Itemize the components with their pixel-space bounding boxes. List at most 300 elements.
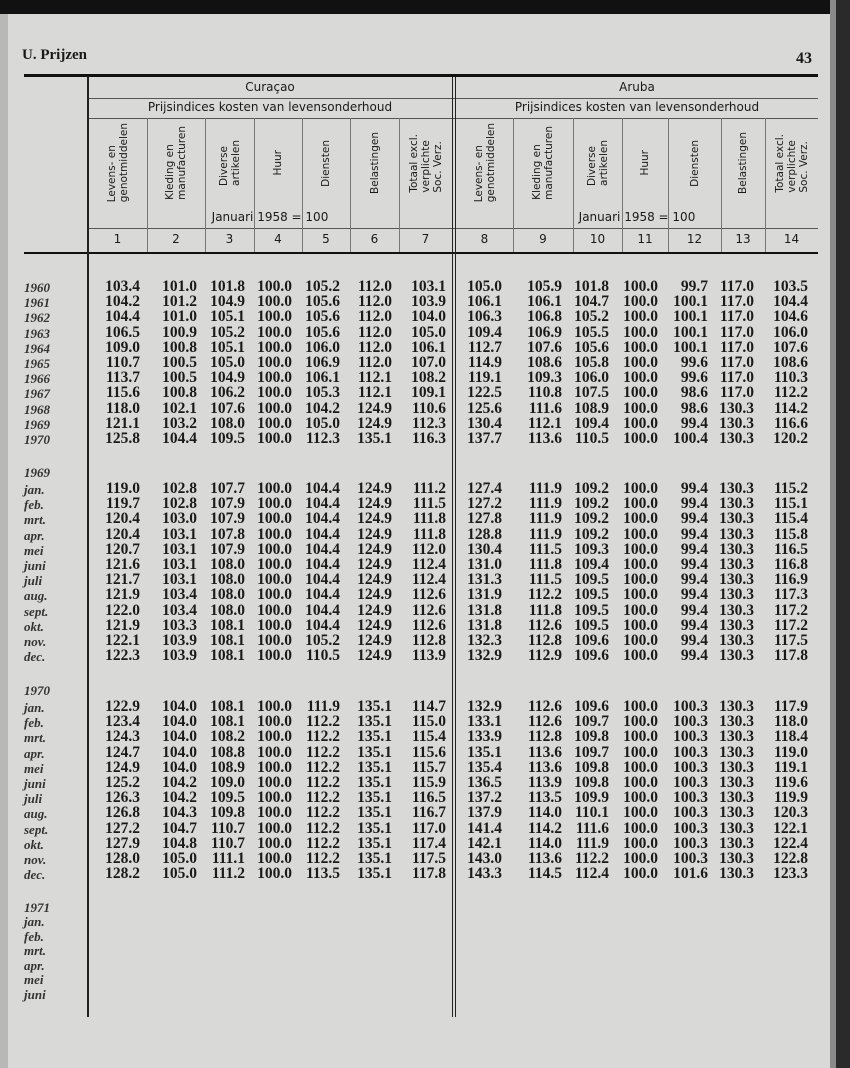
table-cell: 112.2 bbox=[527, 586, 562, 604]
table-cell: 112.2 bbox=[305, 804, 340, 822]
table-cell: 100.0 bbox=[623, 525, 658, 543]
table-cell: 121.1 bbox=[105, 414, 140, 432]
row-label: juli bbox=[24, 791, 43, 807]
table-cell: 100.0 bbox=[257, 804, 292, 822]
column-header-label: Levens- en genotmiddelen bbox=[105, 123, 130, 203]
table-cell: 108.0 bbox=[210, 586, 245, 604]
table-cell: 99.4 bbox=[680, 525, 708, 543]
table-cell: 100.0 bbox=[257, 698, 292, 715]
table-cell: 124.9 bbox=[357, 632, 392, 649]
table-cell: 105.0 bbox=[162, 865, 197, 883]
table-cell: 100.0 bbox=[623, 384, 658, 402]
table-cell: 112.2 bbox=[305, 819, 340, 837]
table-cell: 104.4 bbox=[305, 525, 340, 543]
table-cell: 104.2 bbox=[105, 293, 140, 311]
table-cell: 136.5 bbox=[467, 774, 502, 791]
table-cell: 124.9 bbox=[357, 586, 392, 604]
table-cell: 124.9 bbox=[357, 495, 392, 513]
table-cell: 114.9 bbox=[467, 354, 502, 371]
row-label: 1970 bbox=[24, 432, 50, 447]
table-cell: 111.1 bbox=[211, 850, 245, 867]
table-cell: 124.7 bbox=[105, 743, 140, 761]
table-cell: 110.6 bbox=[411, 399, 446, 417]
column-header-9 bbox=[513, 118, 573, 208]
table-cell: 105.0 bbox=[411, 323, 446, 341]
table-cell: 106.0 bbox=[773, 323, 808, 341]
table-cell: 135.1 bbox=[357, 819, 392, 837]
table-cell: 109.5 bbox=[574, 571, 609, 589]
table-cell: 101.0 bbox=[162, 308, 197, 326]
table-cell: 106.5 bbox=[105, 323, 140, 341]
table-cell: 108.0 bbox=[210, 414, 245, 432]
table-cell: 99.4 bbox=[680, 601, 708, 619]
table-cell: 135.1 bbox=[357, 834, 392, 852]
table-cell: 100.3 bbox=[673, 698, 708, 715]
table-cell: 126.8 bbox=[105, 804, 140, 822]
table-cell: 122.1 bbox=[105, 632, 140, 649]
row-label: mrt. bbox=[24, 730, 47, 746]
table-cell: 105.0 bbox=[210, 354, 245, 371]
table-cell: 130.3 bbox=[719, 480, 754, 497]
table-cell: 103.4 bbox=[162, 601, 197, 619]
table-cell: 133.1 bbox=[467, 713, 502, 731]
table-cell: 106.1 bbox=[411, 338, 446, 356]
table-cell: 111.6 bbox=[575, 819, 609, 837]
table-cell: 104.4 bbox=[305, 586, 340, 604]
table-cell: 130.3 bbox=[719, 601, 754, 619]
table-cell: 112.2 bbox=[305, 758, 340, 776]
table-cell: 130.3 bbox=[719, 632, 754, 649]
table-cell: 106.0 bbox=[305, 338, 340, 356]
table-cell: 105.0 bbox=[162, 850, 197, 867]
table-cell: 100.0 bbox=[257, 308, 292, 326]
table-cell: 104.4 bbox=[773, 293, 808, 311]
table-cell: 114.0 bbox=[527, 834, 562, 852]
table-cell: 99.4 bbox=[680, 586, 708, 604]
table-cell: 112.2 bbox=[305, 789, 340, 807]
row-label: sept. bbox=[24, 821, 49, 837]
table-cell: 104.9 bbox=[210, 369, 245, 387]
column-number: 3 bbox=[225, 232, 234, 246]
column-header-label: Belastingen bbox=[737, 132, 749, 194]
table-cell: 104.4 bbox=[305, 540, 340, 558]
table-cell: 112.1 bbox=[357, 369, 392, 387]
column-header-label: Diensten bbox=[688, 139, 701, 187]
region-curacao-subtitle: Prijsindices kosten van levensonderhoud bbox=[147, 100, 393, 114]
table-cell: 100.0 bbox=[623, 819, 658, 837]
table-cell: 108.0 bbox=[210, 556, 245, 573]
table-cell: 120.7 bbox=[105, 540, 140, 558]
table-cell: 100.0 bbox=[257, 540, 292, 558]
row-label: apr. bbox=[24, 745, 45, 761]
table-cell: 130.3 bbox=[719, 556, 754, 573]
row-label: 1966 bbox=[24, 371, 50, 387]
table-cell: 100.0 bbox=[623, 834, 658, 852]
table-cell: 100.0 bbox=[257, 571, 292, 589]
table-cell: 99.4 bbox=[680, 414, 708, 432]
table-cell: 112.6 bbox=[411, 586, 446, 604]
table-cell: 111.2 bbox=[412, 480, 446, 497]
table-cell: 127.2 bbox=[467, 495, 502, 513]
table-cell: 115.6 bbox=[411, 743, 446, 761]
table-cell: 108.9 bbox=[574, 399, 609, 417]
scan-border-right bbox=[836, 0, 850, 1068]
table-cell: 117.8 bbox=[411, 865, 446, 883]
table-cell: 112.0 bbox=[357, 278, 392, 295]
table-cell: 105.2 bbox=[210, 323, 245, 341]
table-cell: 122.0 bbox=[105, 601, 140, 619]
row-label: 1965 bbox=[24, 356, 50, 371]
table-cell: 100.3 bbox=[673, 728, 708, 746]
region-curacao-base: Januari 1958 = 100 bbox=[211, 210, 329, 224]
row-label: okt. bbox=[24, 836, 44, 852]
table-cell: 105.1 bbox=[210, 338, 245, 356]
table-cell: 112.6 bbox=[527, 698, 562, 715]
table-cell: 100.0 bbox=[623, 586, 658, 604]
table-cell: 108.2 bbox=[411, 369, 446, 387]
table-cell: 130.3 bbox=[719, 414, 754, 432]
table-cell: 121.7 bbox=[105, 571, 140, 589]
table-cell: 106.9 bbox=[305, 354, 340, 371]
table-cell: 111.8 bbox=[528, 556, 562, 573]
table-cell: 132.9 bbox=[467, 647, 502, 665]
table-cell: 109.4 bbox=[574, 556, 609, 573]
table-cell: 115.9 bbox=[411, 774, 446, 791]
table-cell: 105.9 bbox=[527, 278, 562, 295]
column-header-13 bbox=[721, 118, 765, 208]
table-cell: 112.0 bbox=[357, 323, 392, 341]
table-cell: 117.2 bbox=[773, 601, 808, 619]
table-cell: 100.0 bbox=[623, 865, 658, 883]
table-cell: 130.3 bbox=[719, 430, 754, 447]
table-cell: 109.5 bbox=[574, 586, 609, 604]
table-cell: 115.6 bbox=[105, 384, 140, 402]
table-cell: 119.0 bbox=[105, 480, 140, 497]
table-cell: 120.3 bbox=[773, 804, 808, 822]
row-label: 1961 bbox=[24, 295, 50, 311]
section-title: U. Prijzen bbox=[22, 47, 87, 63]
table-cell: 99.4 bbox=[680, 571, 708, 589]
table-cell: 110.5 bbox=[305, 647, 340, 665]
table-cell: 99.6 bbox=[680, 354, 708, 371]
table-cell: 100.0 bbox=[257, 480, 292, 497]
table-cell: 135.1 bbox=[357, 743, 392, 761]
table-cell: 117.4 bbox=[411, 834, 446, 852]
table-cell: 100.3 bbox=[673, 819, 708, 837]
table-cell: 109.8 bbox=[574, 728, 609, 746]
table-cell: 113.6 bbox=[527, 430, 562, 447]
table-cell: 109.6 bbox=[574, 698, 609, 715]
table-cell: 112.8 bbox=[527, 728, 562, 746]
table-cell: 112.1 bbox=[527, 414, 562, 432]
table-cell: 112.2 bbox=[305, 713, 340, 731]
row-label: mrt. bbox=[24, 943, 47, 958]
table-cell: 105.2 bbox=[305, 278, 340, 295]
table-cell: 100.0 bbox=[623, 632, 658, 649]
column-header-1 bbox=[88, 118, 147, 208]
table-cell: 109.5 bbox=[574, 616, 609, 634]
table-cell: 124.9 bbox=[357, 540, 392, 558]
table-cell: 130.4 bbox=[467, 540, 502, 558]
row-label: 1968 bbox=[24, 401, 50, 417]
table-cell: 107.6 bbox=[773, 338, 808, 356]
table-cell: 135.1 bbox=[357, 789, 392, 807]
row-label: apr. bbox=[24, 957, 45, 973]
table-cell: 117.9 bbox=[773, 698, 808, 715]
table-cell: 111.8 bbox=[528, 601, 562, 619]
table-cell: 100.0 bbox=[623, 540, 658, 558]
column-number: 9 bbox=[539, 232, 547, 246]
column-header-label: Diverse artikelen bbox=[585, 140, 610, 186]
table-cell: 100.0 bbox=[623, 480, 658, 497]
table-cell: 123.4 bbox=[105, 713, 140, 731]
table-cell: 137.2 bbox=[467, 789, 502, 807]
table-cell: 100.0 bbox=[623, 399, 658, 417]
table-cell: 100.0 bbox=[623, 323, 658, 341]
table-cell: 142.1 bbox=[467, 834, 502, 852]
column-header-label: Diensten bbox=[320, 139, 332, 187]
table-cell: 100.0 bbox=[257, 850, 292, 867]
table-cell: 112.3 bbox=[411, 414, 446, 432]
table-cell: 104.2 bbox=[162, 774, 197, 791]
table-cell: 111.8 bbox=[412, 525, 446, 543]
table-cell: 100.3 bbox=[673, 834, 708, 852]
table-cell: 100.0 bbox=[257, 430, 292, 447]
table-cell: 116.7 bbox=[411, 804, 446, 822]
table-cell: 104.4 bbox=[162, 430, 197, 447]
table-cell: 113.6 bbox=[527, 850, 562, 867]
top-rule bbox=[24, 74, 818, 77]
table-cell: 124.9 bbox=[357, 510, 392, 528]
table-cell: 100.3 bbox=[673, 774, 708, 791]
table-cell: 100.5 bbox=[162, 354, 197, 371]
table-cell: 104.3 bbox=[162, 804, 197, 822]
table-cell: 108.6 bbox=[527, 354, 562, 371]
table-cell: 117.5 bbox=[773, 632, 808, 649]
table-cell: 109.2 bbox=[574, 480, 609, 497]
table-cell: 113.7 bbox=[105, 369, 140, 387]
table-cell: 130.3 bbox=[719, 510, 754, 528]
table-cell: 117.0 bbox=[411, 819, 446, 837]
region-aruba-base: Januari 1958 = 100 bbox=[578, 210, 696, 224]
table-cell: 116.9 bbox=[773, 571, 808, 589]
table-cell: 130.3 bbox=[719, 789, 754, 807]
table-cell: 105.5 bbox=[574, 323, 609, 341]
column-header-label: Kleding en manufacturen bbox=[164, 126, 188, 200]
table-cell: 120.2 bbox=[773, 430, 808, 447]
table-cell: 100.0 bbox=[257, 399, 292, 417]
table-cell: 100.0 bbox=[623, 616, 658, 634]
table-cell: 109.5 bbox=[210, 789, 245, 807]
table-cell: 117.0 bbox=[719, 384, 754, 402]
table-cell: 112.6 bbox=[527, 616, 562, 634]
table-cell: 100.3 bbox=[673, 743, 708, 761]
table-cell: 100.0 bbox=[257, 819, 292, 837]
table-cell: 125.6 bbox=[467, 399, 502, 417]
table-cell: 100.0 bbox=[257, 713, 292, 731]
table-cell: 100.0 bbox=[623, 647, 658, 665]
table-cell: 103.1 bbox=[411, 278, 446, 295]
table-cell: 100.4 bbox=[673, 430, 708, 447]
header-bottom-rule bbox=[24, 252, 818, 254]
row-label: mei bbox=[24, 760, 44, 776]
table-cell: 111.5 bbox=[528, 540, 562, 558]
table-cell: 131.8 bbox=[467, 601, 502, 619]
table-cell: 119.0 bbox=[773, 743, 808, 761]
table-cell: 135.1 bbox=[467, 743, 502, 761]
table-cell: 100.0 bbox=[257, 647, 292, 665]
table-cell: 103.1 bbox=[162, 525, 197, 543]
table-cell: 108.2 bbox=[210, 728, 245, 746]
table-cell: 99.4 bbox=[680, 632, 708, 649]
table-cell: 101.2 bbox=[162, 293, 197, 311]
table-cell: 100.3 bbox=[673, 713, 708, 731]
column-header-14 bbox=[765, 118, 818, 208]
table-cell: 111.5 bbox=[528, 571, 562, 589]
table-cell: 103.4 bbox=[105, 278, 140, 295]
table-cell: 117.0 bbox=[719, 338, 754, 356]
table-cell: 107.5 bbox=[574, 384, 609, 402]
column-header-label: Huur bbox=[272, 150, 284, 176]
table-cell: 100.0 bbox=[257, 586, 292, 604]
table-cell: 107.8 bbox=[210, 525, 245, 543]
table-cell: 100.0 bbox=[623, 495, 658, 513]
table-cell: 100.0 bbox=[257, 865, 292, 883]
row-label: nov. bbox=[24, 634, 47, 649]
row-label: aug. bbox=[24, 806, 48, 822]
table-cell: 113.5 bbox=[305, 865, 340, 883]
table-cell: 130.3 bbox=[719, 850, 754, 867]
table-cell: 111.5 bbox=[412, 495, 446, 513]
table-cell: 104.9 bbox=[210, 293, 245, 311]
table-cell: 112.8 bbox=[411, 632, 446, 649]
table-cell: 100.8 bbox=[162, 384, 197, 402]
table-cell: 112.8 bbox=[527, 632, 562, 649]
table-cell: 100.0 bbox=[257, 728, 292, 746]
table-cell: 104.4 bbox=[305, 495, 340, 513]
table-cell: 111.9 bbox=[528, 495, 562, 513]
table-cell: 107.0 bbox=[411, 354, 446, 371]
row-label: feb. bbox=[24, 497, 44, 513]
table-cell: 127.8 bbox=[467, 510, 502, 528]
table-cell: 104.4 bbox=[305, 510, 340, 528]
table-cell: 103.1 bbox=[162, 540, 197, 558]
table-cell: 118.0 bbox=[773, 713, 808, 731]
column-header-label: Levens- en genotmiddelen bbox=[472, 123, 497, 203]
table-cell: 100.0 bbox=[257, 495, 292, 513]
column-header-7 bbox=[399, 118, 452, 208]
table-cell: 135.1 bbox=[357, 713, 392, 731]
block-year-heading: 1971 bbox=[24, 900, 50, 915]
row-label: dec. bbox=[24, 649, 46, 665]
table-cell: 100.0 bbox=[257, 293, 292, 311]
table-cell: 109.1 bbox=[411, 384, 446, 402]
table-cell: 119.7 bbox=[105, 495, 140, 513]
table-cell: 112.3 bbox=[305, 430, 340, 447]
table-cell: 105.0 bbox=[467, 278, 502, 295]
table-cell: 103.9 bbox=[162, 647, 197, 665]
table-cell: 112.4 bbox=[411, 556, 446, 573]
table-cell: 130.3 bbox=[719, 525, 754, 543]
table-cell: 100.0 bbox=[623, 338, 658, 356]
table-cell: 109.8 bbox=[210, 804, 245, 822]
table-cell: 103.1 bbox=[162, 556, 197, 573]
region-curacao: Curaçao bbox=[245, 80, 295, 94]
table-cell: 103.1 bbox=[162, 571, 197, 589]
table-cell: 99.4 bbox=[680, 480, 708, 497]
table-cell: 100.0 bbox=[623, 728, 658, 746]
column-header-label: Belastingen bbox=[368, 132, 381, 194]
table-cell: 130.3 bbox=[719, 571, 754, 589]
table-cell: 100.0 bbox=[623, 278, 658, 295]
table-cell: 109.6 bbox=[574, 632, 609, 649]
table-cell: 130.3 bbox=[719, 743, 754, 761]
base-rule bbox=[88, 228, 818, 229]
row-label: jan. bbox=[24, 914, 45, 929]
table-cell: 109.8 bbox=[574, 758, 609, 776]
row-label: jan. bbox=[24, 700, 45, 715]
table-cell: 100.1 bbox=[673, 338, 708, 356]
table-cell: 130.3 bbox=[719, 616, 754, 634]
column-number: 11 bbox=[637, 232, 653, 246]
table-cell: 122.8 bbox=[773, 850, 808, 867]
table-cell: 100.1 bbox=[673, 293, 708, 311]
table-cell: 128.2 bbox=[105, 865, 140, 883]
table-cell: 109.0 bbox=[210, 774, 245, 791]
table-cell: 102.8 bbox=[162, 480, 197, 497]
table-cell: 105.6 bbox=[305, 308, 340, 326]
table-cell: 104.4 bbox=[305, 480, 340, 497]
row-label: 1960 bbox=[24, 280, 50, 295]
table-cell: 112.6 bbox=[411, 601, 446, 619]
page-number: 43 bbox=[796, 50, 812, 67]
block-year-heading: 1970 bbox=[24, 683, 50, 698]
table-cell: 108.1 bbox=[210, 647, 245, 665]
table-cell: 113.6 bbox=[527, 758, 562, 776]
table-cell: 109.8 bbox=[574, 774, 609, 791]
table-cell: 104.4 bbox=[305, 556, 340, 573]
table-cell: 100.0 bbox=[623, 804, 658, 822]
table-cell: 100.0 bbox=[623, 369, 658, 387]
table-cell: 109.5 bbox=[574, 601, 609, 619]
table-cell: 105.6 bbox=[574, 338, 609, 356]
table-cell: 109.3 bbox=[574, 540, 609, 558]
table-cell: 120.4 bbox=[105, 510, 140, 528]
table-cell: 143.0 bbox=[467, 850, 502, 867]
row-label: juni bbox=[24, 776, 46, 791]
table-cell: 122.5 bbox=[467, 384, 502, 402]
table-cell: 108.1 bbox=[210, 632, 245, 649]
table-cell: 112.9 bbox=[527, 647, 562, 665]
row-label: juni bbox=[24, 558, 46, 573]
table-cell: 100.0 bbox=[257, 616, 292, 634]
table-cell: 100.0 bbox=[257, 369, 292, 387]
table-cell: 137.9 bbox=[467, 804, 502, 822]
table-cell: 100.0 bbox=[623, 601, 658, 619]
table-cell: 130.3 bbox=[719, 495, 754, 513]
table-cell: 99.4 bbox=[680, 647, 708, 665]
table-cell: 100.0 bbox=[257, 354, 292, 371]
table-cell: 132.3 bbox=[467, 632, 502, 649]
region-rule bbox=[88, 98, 818, 99]
table-cell: 128.0 bbox=[105, 850, 140, 867]
table-cell: 110.8 bbox=[527, 384, 562, 402]
table-cell: 121.9 bbox=[105, 586, 140, 604]
column-number: 6 bbox=[370, 232, 379, 246]
table-cell: 100.0 bbox=[623, 556, 658, 573]
table-cell: 105.3 bbox=[305, 384, 340, 402]
table-cell: 100.8 bbox=[162, 338, 197, 356]
